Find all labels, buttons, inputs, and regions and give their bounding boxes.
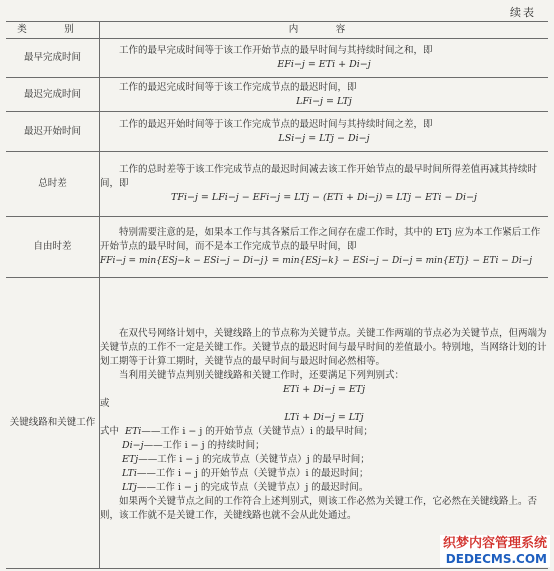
- legend-symbol: ETi: [125, 425, 142, 437]
- legend-line: [100, 481, 548, 495]
- row-formula: FFi−j = min{ESj−k − ESi−j − Di−j} = min{ESj−k} − ESi−j − Di−j = min{ETj} − ETi − Di−j: [100, 256, 533, 266]
- definition-table: [6, 21, 548, 569]
- row-category: 关键线路和关键工作: [6, 278, 100, 569]
- row-text: 工作的最迟完成时间等于该工作完成节点的最迟时间，即: [119, 81, 357, 93]
- watermark-cn: 织梦内容管理系统: [440, 535, 550, 552]
- row-category: 最迟开始时间: [6, 112, 100, 152]
- legend-desc: ——工作 i − j 的开始节点（关键节点）i 的最早时间；: [141, 425, 373, 437]
- row-content: [100, 78, 549, 112]
- row-category: 最早完成时间: [6, 39, 100, 78]
- row-formula: LTi + Di−j = LTj: [284, 411, 364, 423]
- row-content: [100, 39, 549, 78]
- row-category: 总时差: [6, 152, 100, 217]
- row-content: [100, 278, 549, 569]
- row-content: [100, 112, 549, 152]
- or-label: 或: [100, 397, 110, 409]
- legend-desc: ——工作 i − j 的完成节点（关键节点）j 的最早时间；: [138, 453, 370, 465]
- watermark-en: DEDECMS.COM: [440, 552, 550, 567]
- header-category: 类 别: [6, 22, 100, 39]
- row-content: [100, 152, 549, 217]
- row-formula: LFi−j = LTj: [296, 95, 352, 107]
- legend-desc: ——工作 i − j 的开始节点（关键节点）i 的最迟时间；: [136, 467, 369, 479]
- row-text: 工作的总时差等于该工作完成节点的最迟时间减去该工作开始节点的最早时间所得差值再减其持续时间，即: [100, 164, 538, 189]
- legend-symbol: ETj: [122, 453, 139, 465]
- table-row: [6, 39, 548, 78]
- row-category: 自由时差: [6, 217, 100, 278]
- row-formula: LSi−j = LTj − Di−j: [278, 132, 370, 144]
- legend-line: [100, 439, 548, 453]
- legend-symbol: Di−j: [122, 439, 144, 451]
- row-paragraph: 在双代号网络计划中，关键线路上的节点称为关键节点。关键工作两端的节点必为关键节点，但两端为关键节点的工作不一定是关键工作。关键节点的最迟时间与最早时间的差值最小。特别地，当网络计划的计划工期等于计算工期时，关键节点的最早时间与最迟时间必然相等。: [100, 327, 547, 367]
- table-row: [6, 112, 548, 152]
- row-text: 工作的最早完成时间等于该工作开始节点的最早时间与其持续时间之和，即: [119, 45, 433, 56]
- table-header-row: [6, 22, 548, 39]
- legend-desc: ——工作 i − j 的完成节点（关键节点）j 的最迟时间。: [136, 481, 369, 493]
- row-paragraph: 当利用关键节点判别关键线路和关键工作时，还要满足下列判别式：: [119, 369, 405, 381]
- table-row: [6, 217, 548, 278]
- table-row: [6, 78, 548, 112]
- row-formula: EFi−j = ETi + Di−j: [277, 59, 371, 70]
- continued-label: 续表: [510, 6, 536, 19]
- table-row: [6, 152, 548, 217]
- row-paragraph: 如果两个关键节点之间的工作符合上述判别式，则该工作必然为关键工作，它必然在关键线路上。否则，该工作就不是关键工作，关键线路也就不会从此处通过。: [100, 495, 538, 521]
- row-formula: ETi + Di−j = ETj: [282, 383, 366, 395]
- legend-symbol: LTi: [122, 467, 137, 479]
- row-category: 最迟完成时间: [6, 78, 100, 112]
- where-label: 式中: [100, 425, 120, 437]
- legend-symbol: LTj: [122, 481, 137, 493]
- row-content: [100, 217, 549, 278]
- legend-desc: ——工作 i − j 的持续时间；: [143, 439, 265, 451]
- legend-line: [100, 425, 548, 439]
- row-text: 工作的最迟开始时间等于该工作完成节点的最迟时间与其持续时间之差，即: [119, 118, 433, 130]
- table-row: [6, 278, 548, 569]
- legend-line: [100, 453, 548, 467]
- site-watermark: [440, 534, 550, 567]
- legend-line: [100, 467, 548, 481]
- row-text: 特别需要注意的是，如果本工作与其各紧后工作之间存在虚工作时，其中的 ETj 应为本工作紧后工作开始节点的最早时间，而不是本工作完成节点的最早时间，即: [100, 227, 541, 252]
- row-formula: TFi−j = LFi−j − EFi−j = LTj − (ETi + Di−j) = LTj − ETi − Di−j: [171, 192, 477, 203]
- header-content: 内 容: [100, 22, 549, 39]
